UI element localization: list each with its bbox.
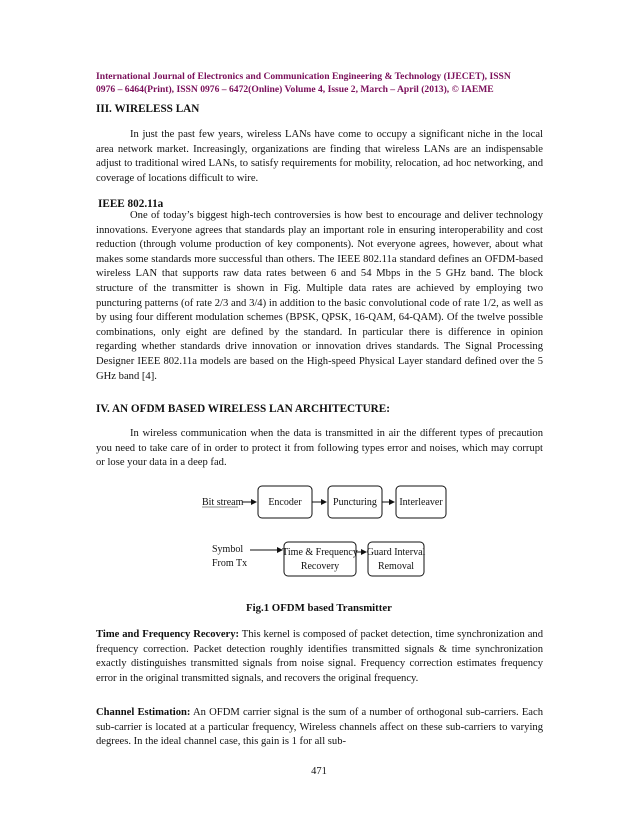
- subsection-title-ieee: IEEE 802.11a: [98, 198, 164, 210]
- block-puncturing-label: Puncturing: [333, 497, 377, 508]
- block-interleaver-label: Interleaver: [399, 497, 443, 508]
- run-head-ce: Channel Estimation:: [96, 707, 191, 718]
- paragraph-text: In wireless communication when the data is transmitted in air the different types of precaution you need to take care of in order to protect it from following types error and noises, which may corrupt or lose your data in a deep fad.: [96, 428, 543, 469]
- paragraph-channel-estimation: [96, 706, 543, 750]
- paragraph-ofdm: [96, 427, 543, 471]
- section-title-wireless-lan: III. WIRELESS LAN: [96, 103, 200, 115]
- section-title-ofdm-architecture: IV. AN OFDM BASED WIRELESS LAN ARCHITECTURE:: [96, 403, 390, 415]
- run-text-ce: An OFDM carrier signal is the sum of a number of orthogonal sub-carriers. Each sub-carrier is located at a particular frequency, Wireless channels affect on these sub-carriers to varying degrees. In the ideal channel case, this gain is 1 for all sub-: [96, 707, 543, 748]
- diagram-svg: [190, 480, 450, 580]
- label-symbol: Symbol: [212, 544, 244, 555]
- paragraph-time-frequency-recovery: [96, 628, 543, 686]
- label-bit-stream: Bit stream: [202, 497, 244, 508]
- journal-header-line1: International Journal of Electronics and Communication Engineering & Technology (IJECET), ISSN: [96, 71, 511, 82]
- run-head-tfr: Time and Frequency Recovery:: [96, 629, 240, 640]
- block-gir-label-2: Removal: [377, 561, 415, 572]
- paragraph-text: One of today’s biggest high-tech controversies is how best to encourage and deliver technology innovations. Everyone agrees that standards play an important role in ensuring interoperability and cost reduction (through volume production of key components). Not everyone agrees, however, about what makes some standards more successful than others. The IEEE 802.11a standard defines an OFDM-based wireless LAN that supports raw data rates between 6 and 54 Mbps in the 5 GHz band. The block structure of the transmitter is shown in Fig. Multiple data rates are achieved by employing two puncturing patterns (of rate 2/3 and 3/4) in addition to the basic convolutional code of rate 1/2, as well as by using four different modulation schemes (BPSK, QPSK, 16-QAM, 64-QAM). Of the twelve possible combinations, only eight are defined by the standard. In particular there is difference in opinion regarding whether standards drive innovation or innovation drives standards. The Signal Processing Designer IEEE 802.11a models are based on the High-speed Physical Layer standard defined over the 5 GHz band [4].: [96, 210, 543, 382]
- journal-header: [96, 70, 543, 96]
- block-gir-label-1: Guard Interval: [366, 547, 426, 558]
- block-encoder-label: Encoder: [268, 497, 302, 508]
- block-tfr-label-2: Recovery: [300, 561, 340, 572]
- page-number: 471: [311, 766, 327, 777]
- paragraph-text: In just the past few years, wireless LANs have come to occupy a significant niche in the local area network market. Increasingly, organizations are finding that wireless LANs are an indispensable adjust to traditional wired LANs, to satisfy requirements for mobility, relocation, ad hoc networking, and coverage of locations difficult to wire.: [96, 129, 543, 184]
- paragraph-wireless-lan: [96, 128, 543, 186]
- figure-caption: Fig.1 OFDM based Transmitter: [246, 602, 392, 614]
- run-text-tfr: This kernel is composed of packet detection, time synchronization and frequency correction. Packet detection roughly identifies transmitted signals & time synchronization exactly distinguishes transmitted signals from noise signal. Frequency correction estimates frequency error in the original transmitted signals, and recovers the original frequency.: [96, 629, 543, 684]
- block-tfr-label-1: Time & Frequency: [282, 547, 358, 558]
- paragraph-ieee: [96, 209, 543, 384]
- transmitter-block-diagram: [190, 480, 450, 580]
- journal-header-line2: 0976 – 6464(Print), ISSN 0976 – 6472(Online) Volume 4, Issue 2, March – April (2013), © IAEME: [96, 84, 494, 95]
- label-from-tx: From Tx: [212, 558, 248, 569]
